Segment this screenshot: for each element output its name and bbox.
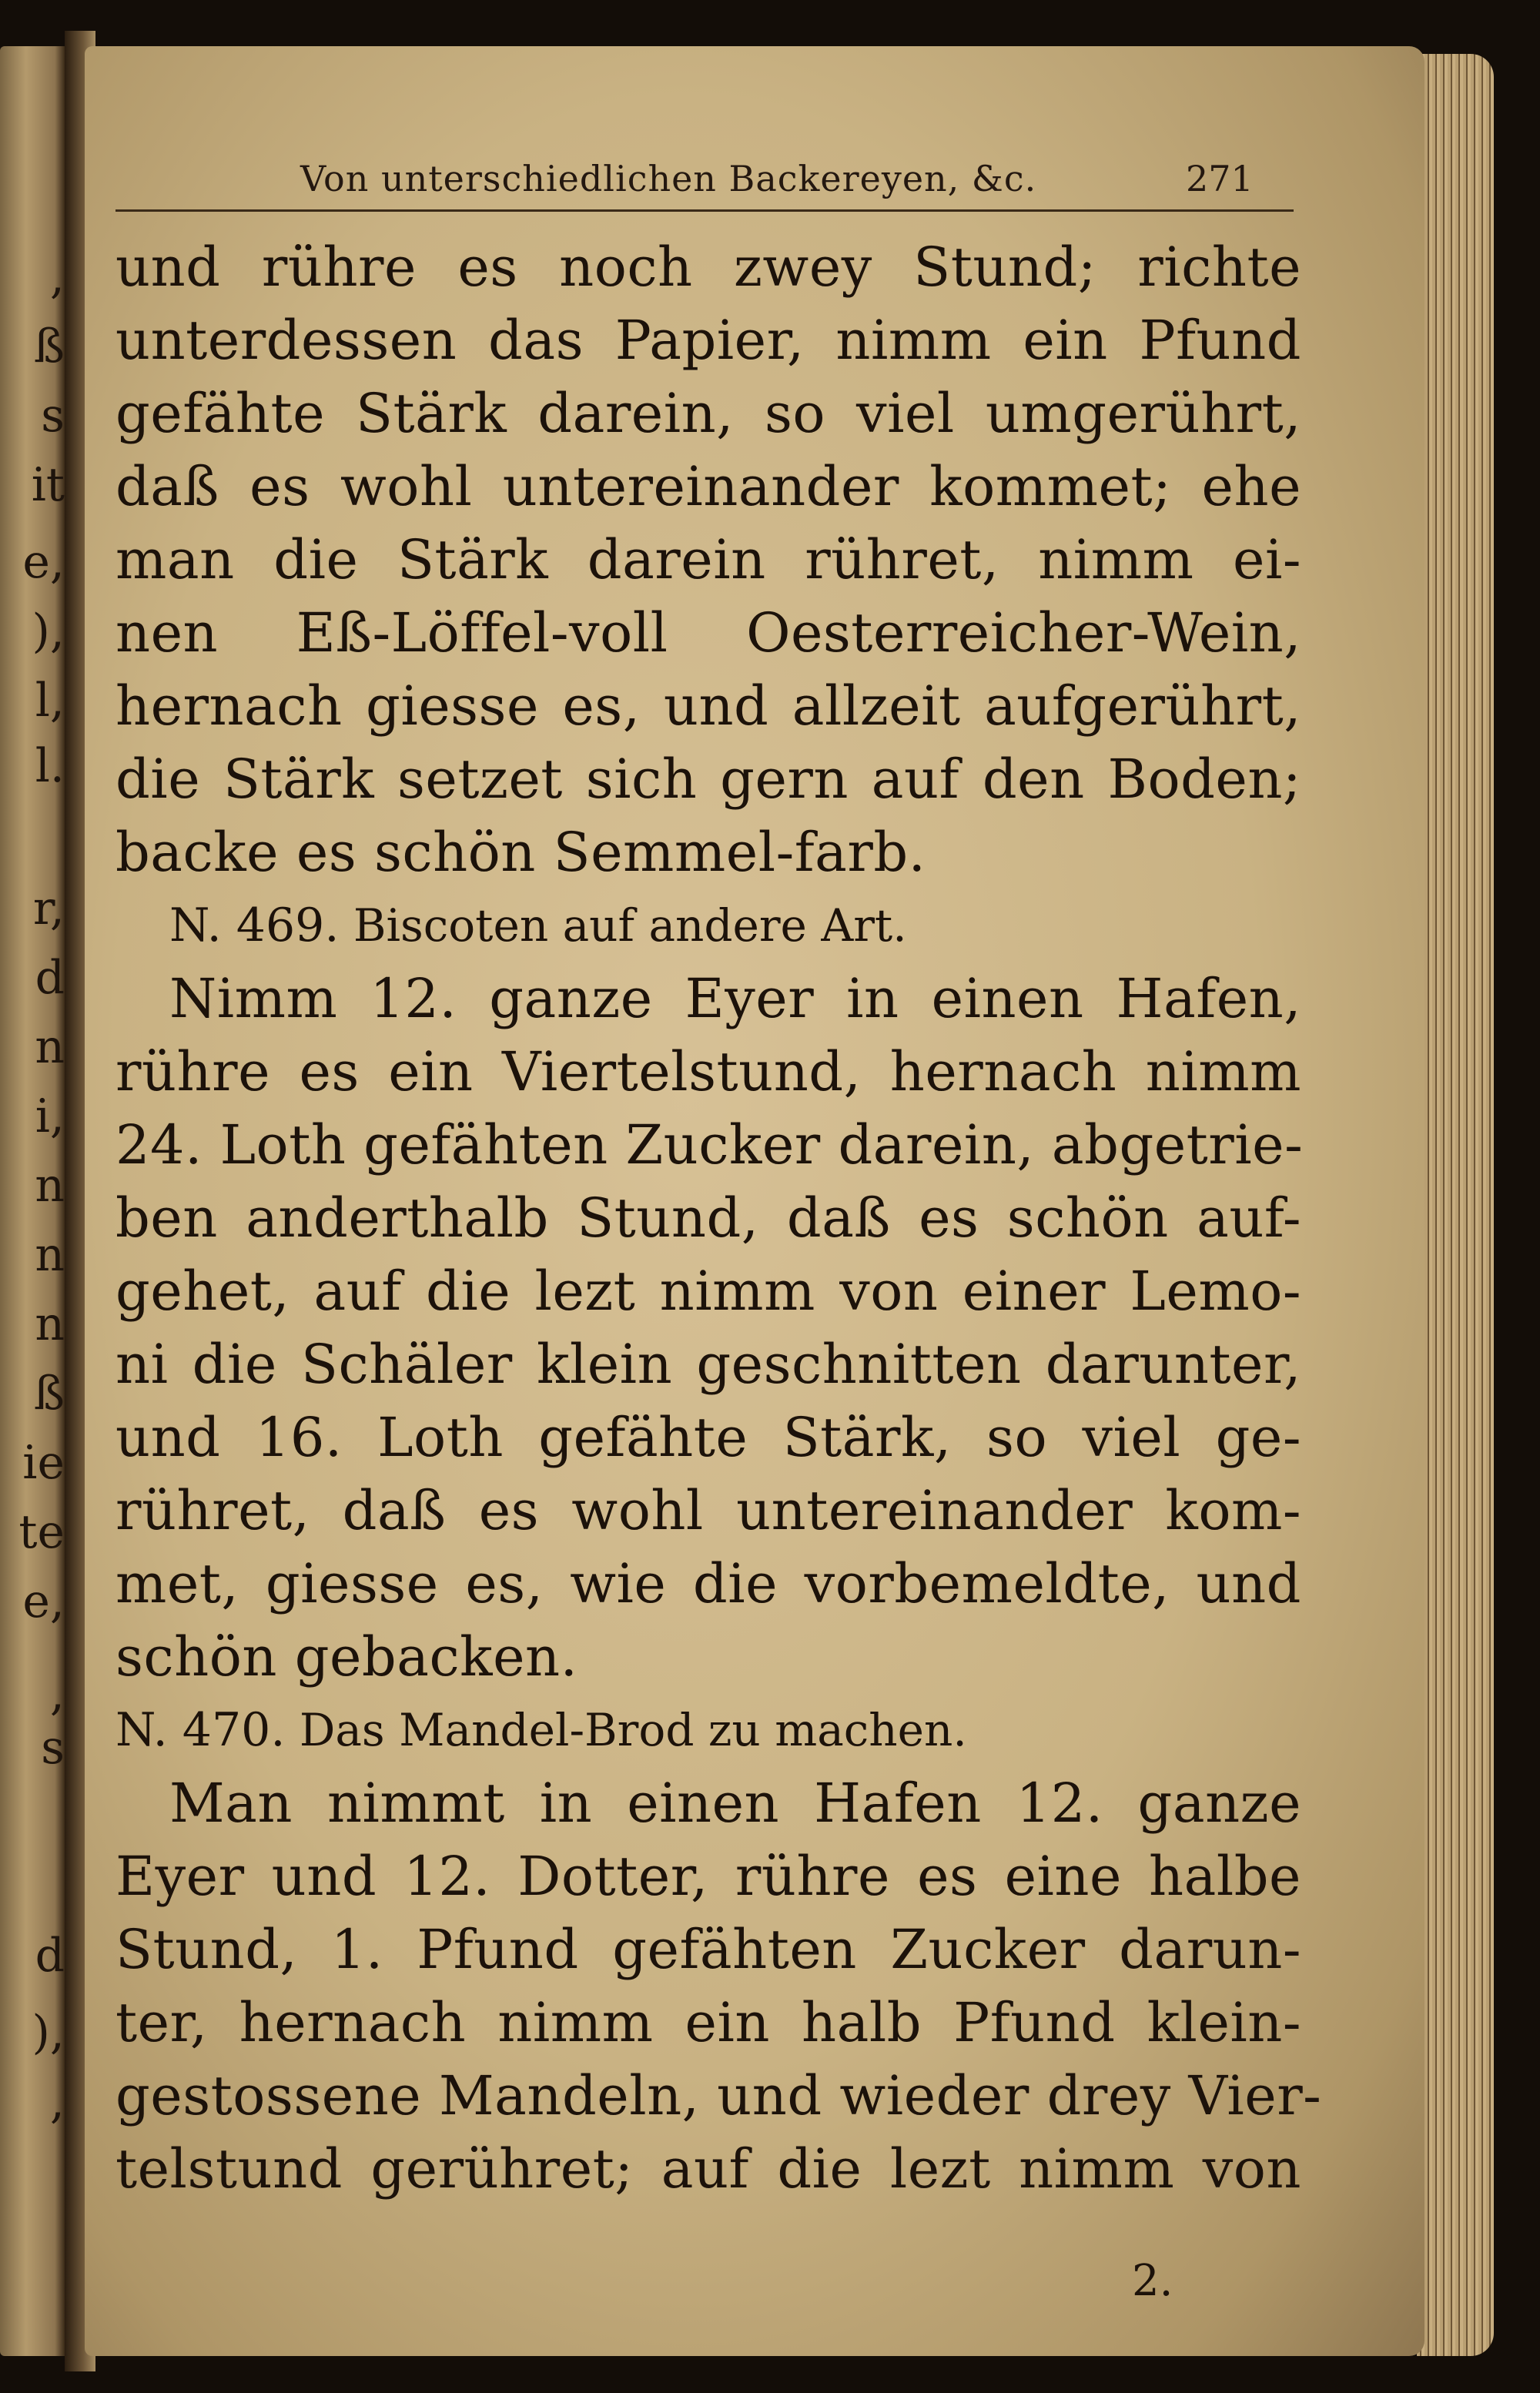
running-head: Von unterschiedlichen Backereyen, &c. bbox=[300, 158, 1037, 199]
left-fragment: l. bbox=[35, 739, 65, 793]
left-fragment: l, bbox=[35, 674, 65, 728]
text-line: gehet, auf die lezt nimm von einer Lemo- bbox=[116, 1260, 1301, 1323]
recipe-title: Das Mandel-Brod zu machen. bbox=[299, 1704, 967, 1756]
recipe-heading-469 bbox=[116, 889, 1301, 962]
left-fragment: s bbox=[41, 1721, 65, 1775]
text-line: Nimm 12. ganze Eyer in einen Hafen, bbox=[169, 967, 1301, 1030]
text-line: hernach giesse es, und allzeit aufgerührt, bbox=[116, 674, 1301, 738]
left-fragment: , bbox=[49, 1667, 65, 1721]
text-line: und 16. Loth gefähte Stärk, so viel ge- bbox=[116, 1406, 1301, 1469]
text-line: und rühre es noch zwey Stund; richte bbox=[116, 236, 1301, 299]
left-fragment: te bbox=[18, 1505, 65, 1559]
left-fragment: ß bbox=[33, 320, 65, 373]
text-line: ben anderthalb Stund, daß es schön auf- bbox=[116, 1186, 1301, 1250]
text-line: Eyer und 12. Dotter, rühre es eine halbe bbox=[116, 1845, 1301, 1908]
recipe-number: N. 469. bbox=[169, 899, 340, 952]
text-line: telstund gerühret; auf die lezt nimm von bbox=[116, 2137, 1301, 2201]
left-fragment: e, bbox=[22, 1575, 65, 1628]
text-line: die Stärk setzet sich gern auf den Boden; bbox=[116, 748, 1301, 811]
text-line: nen Eß-Löffel-voll Oesterreicher-Wein, bbox=[116, 601, 1301, 664]
left-fragment: e, bbox=[22, 535, 65, 589]
text-line: gefähte Stärk darein, so viel umgerührt, bbox=[116, 382, 1301, 445]
text-line: ni die Schäler klein geschnitten darunter, bbox=[116, 1333, 1301, 1396]
text-line: unterdessen das Papier, nimm ein Pfund bbox=[116, 309, 1301, 372]
left-fragment: ie bbox=[22, 1436, 65, 1490]
text-line: daß es wohl untereinander kommet; ehe bbox=[116, 455, 1301, 518]
left-fragment: d bbox=[35, 951, 65, 1005]
catchword: 2. bbox=[1132, 2256, 1173, 2306]
left-fragment: i, bbox=[35, 1089, 65, 1143]
text-line: met, giesse es, wie die vorbemeldte, und bbox=[116, 1552, 1301, 1615]
text-line: ter, hernach nimm ein halb Pfund klein- bbox=[116, 1991, 1301, 2054]
left-page-edge bbox=[0, 46, 65, 2356]
left-fragment: s bbox=[41, 389, 65, 443]
text-line: schön gebacken. bbox=[116, 1625, 578, 1688]
left-fragment: n bbox=[35, 1020, 65, 1074]
left-fragment: n bbox=[35, 1159, 65, 1213]
left-fragment: , bbox=[49, 250, 65, 304]
text-line: Stund, 1. Pfund gefähten Zucker darun- bbox=[116, 1918, 1301, 1981]
text-line: Man nimmt in einen Hafen 12. ganze bbox=[169, 1772, 1301, 1835]
left-fragment: n bbox=[35, 1228, 65, 1282]
text-line: rühret, daß es wohl untereinander kom- bbox=[116, 1479, 1301, 1542]
page-number: 271 bbox=[1186, 158, 1254, 199]
left-fragment: ), bbox=[32, 2006, 65, 2060]
text-line: backe es schön Semmel-farb. bbox=[116, 821, 926, 884]
text-line: man die Stärk darein rühret, nimm ei- bbox=[116, 528, 1301, 591]
body-text bbox=[116, 231, 1322, 2206]
left-fragment: ), bbox=[32, 604, 65, 658]
left-fragment: , bbox=[49, 2075, 65, 2129]
text-line: gestossene Mandeln, und wieder drey Vier- bbox=[116, 2064, 1322, 2127]
left-fragment: d bbox=[35, 1929, 65, 1983]
left-fragment: r, bbox=[32, 882, 65, 935]
left-fragment: it bbox=[31, 458, 65, 512]
left-fragment: ß bbox=[33, 1367, 65, 1421]
text-line: 24. Loth gefähten Zucker darein, abgetrie- bbox=[116, 1113, 1304, 1176]
page-edges bbox=[1417, 54, 1494, 2356]
text-line: rühre es ein Viertelstund, hernach nimm bbox=[116, 1040, 1301, 1103]
recipe-number: N. 470. bbox=[116, 1703, 286, 1757]
recipe-heading-470 bbox=[116, 1694, 1301, 1767]
left-fragment: n bbox=[35, 1297, 65, 1351]
recipe-title: Biscoten auf andere Art. bbox=[353, 899, 907, 952]
header-rule bbox=[116, 209, 1294, 212]
